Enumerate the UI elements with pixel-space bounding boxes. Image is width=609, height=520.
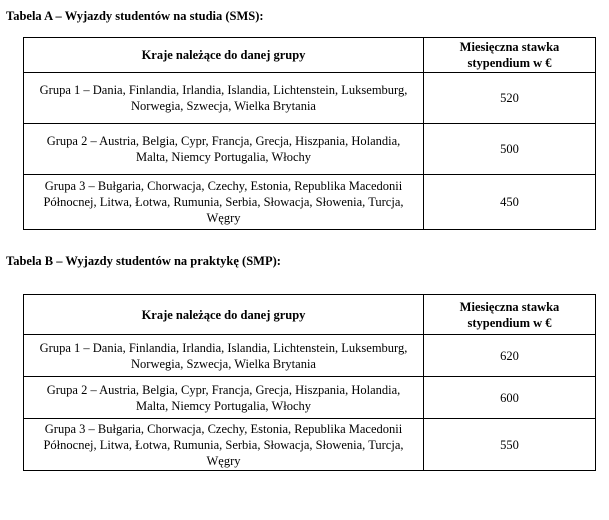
- table-b: [23, 294, 596, 471]
- table-header-row: [24, 38, 596, 73]
- header-rate: Miesięczna stawka stypendium w €: [424, 38, 596, 73]
- table-a-caption: Tabela A – Wyjazdy studentów na studia (SMS):: [6, 9, 264, 23]
- cell-countries: Grupa 3 – Bułgaria, Chorwacja, Czechy, Estonia, Republika Macedonii Północnej, Litwa, Łotwa, Rumunia, Serbia, Słowacja, Słowenia, Turcja, Węgry: [24, 175, 424, 230]
- table-row: [24, 335, 596, 377]
- cell-countries: Grupa 1 – Dania, Finlandia, Irlandia, Islandia, Lichtenstein, Luksemburg, Norwegia, Szwecja, Wielka Brytania: [24, 73, 424, 124]
- table-a: [23, 37, 596, 230]
- cell-countries: Grupa 3 – Bułgaria, Chorwacja, Czechy, Estonia, Republika Macedonii Północnej, Litwa, Łotwa, Rumunia, Serbia, Słowacja, Słowenia, Turcja, Węgry: [24, 419, 424, 471]
- header-countries: Kraje należące do danej grupy: [24, 295, 424, 335]
- table-header-row: [24, 295, 596, 335]
- cell-countries: Grupa 2 – Austria, Belgia, Cypr, Francja, Grecja, Hiszpania, Holandia, Malta, Niemcy Portugalia, Włochy: [24, 377, 424, 419]
- table-row: [24, 377, 596, 419]
- cell-countries: Grupa 1 – Dania, Finlandia, Irlandia, Islandia, Lichtenstein, Luksemburg, Norwegia, Szwecja, Wielka Brytania: [24, 335, 424, 377]
- cell-rate: 600: [424, 377, 596, 419]
- cell-rate: 550: [424, 419, 596, 471]
- header-rate: Miesięczna stawka stypendium w €: [424, 295, 596, 335]
- table-row: [24, 124, 596, 175]
- cell-rate: 520: [424, 73, 596, 124]
- table-row: [24, 73, 596, 124]
- cell-rate: 620: [424, 335, 596, 377]
- cell-rate: 450: [424, 175, 596, 230]
- table-b-caption: Tabela B – Wyjazdy studentów na praktykę (SMP):: [6, 254, 281, 268]
- table-row: [24, 175, 596, 230]
- table-row: [24, 419, 596, 471]
- header-countries: Kraje należące do danej grupy: [24, 38, 424, 73]
- cell-rate: 500: [424, 124, 596, 175]
- cell-countries: Grupa 2 – Austria, Belgia, Cypr, Francja, Grecja, Hiszpania, Holandia, Malta, Niemcy Portugalia, Włochy: [24, 124, 424, 175]
